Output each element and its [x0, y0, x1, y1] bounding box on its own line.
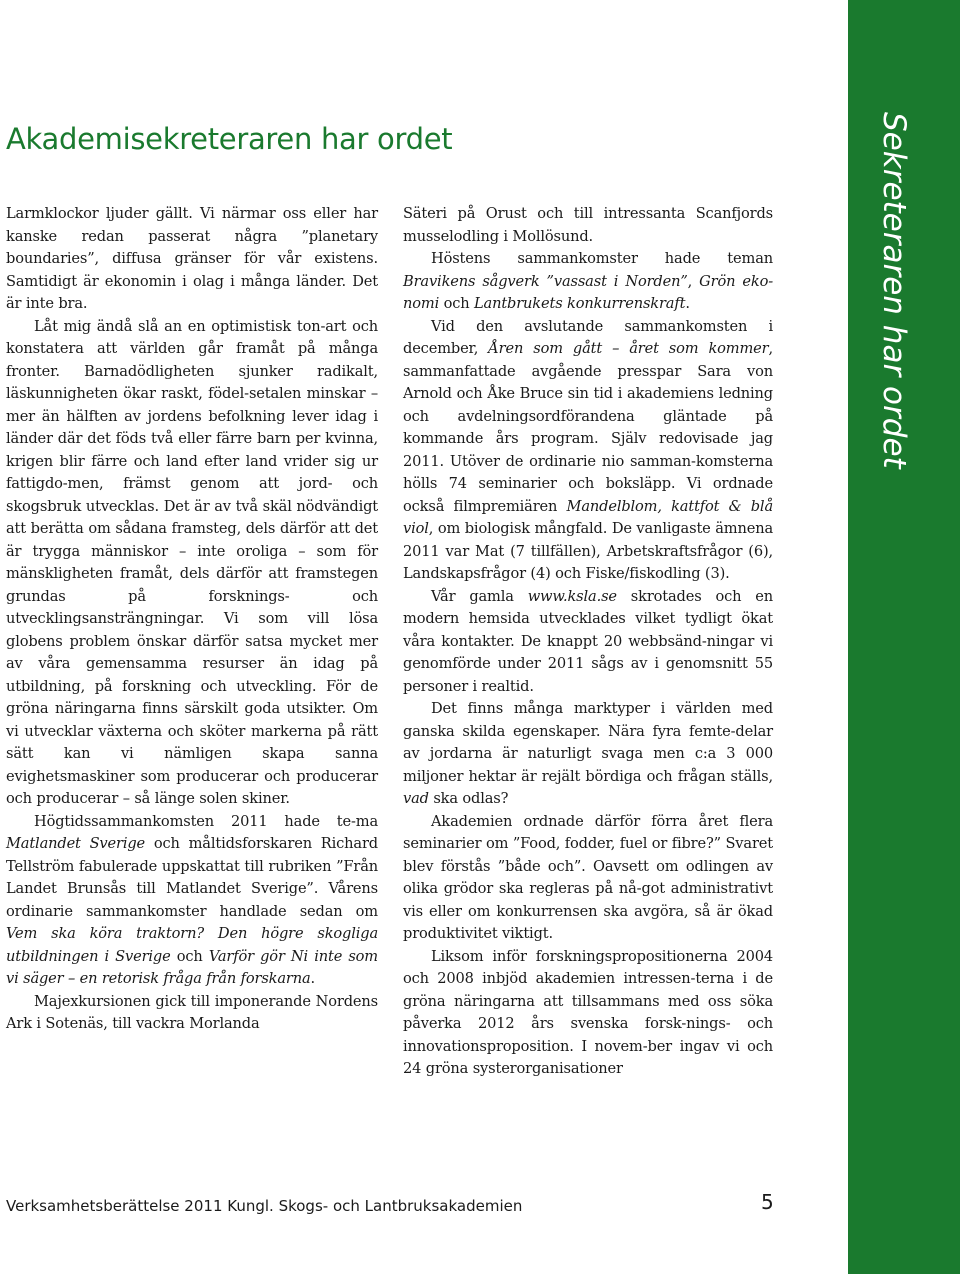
paragraph	[403, 316, 773, 586]
paragraph	[403, 586, 773, 699]
text-run: ,	[687, 272, 700, 290]
paragraph: Majexkursionen gick till imponerande Nordens Ark i Sotenäs, till vackra Morlanda	[6, 992, 378, 1032]
italic-title: Matlandet Sverige	[6, 835, 146, 852]
paragraph: Liksom inför forskningspropositionerna 2004 och 2008 inbjöd akademien intressen-terna i de gröna näringarna att tillsammans med oss söka påverka 2012 års svenska forsk-nings- och innovationsproposition. I novem-ber ingav vi och 24 gröna systerorganisationer	[403, 947, 773, 1077]
text-run: Högtidssammankomsten 2011 hade te-ma	[34, 812, 378, 830]
paragraph: Akademien ordnade därför förra året flera seminarier om ”Food, fodder, fuel or fibre?” Svaret blev förstås ”både och”. Oavsett om odlingen av olika grödor ska regleras på nå-got administrativt vis eller om konkurrensen ska avgöra, så är ökad produktivitet viktigt.	[403, 812, 773, 942]
paragraph: Larmklockor ljuder gällt. Vi närmar oss eller har kanske redan passerat några ”planetary boundaries”, diffusa gränser för vår existens. Samtidigt är ekonomin i olag i många länder. Det är inte bra.	[6, 205, 378, 312]
italic-title: Vem ska köra traktorn? Den högre skogliga utbildningen i Sverige	[6, 925, 378, 965]
text-run: Vid den avslutande sammankomsten i december,	[403, 317, 773, 357]
paragraph	[403, 698, 773, 811]
text-run: och måltidsforskaren Richard Tellström fabulerade uppskattat till rubriken ”Från Landet Brunsås till Matlandet Sverige”. Vårens ordinarie sammankomster handlade sedan om	[6, 835, 378, 920]
page-number: 5	[761, 1190, 774, 1214]
italic-title: Mandelblom, kattfot & blå viol	[403, 497, 773, 537]
text-run: Det finns många marktyper i världen med ganska skilda egenskaper. Nära fyra femte-delar av jordarna är naturligt svaga men c:a 3 000 miljoner hektar är rejält bördiga och frågan ställs,	[403, 700, 773, 785]
paragraph	[403, 248, 773, 316]
paragraph: Säteri på Orust och till intressanta Scanfjords musselodling i Mollösund.	[403, 205, 773, 245]
italic-title: Varför gör Ni inte som vi säger – en retorisk fråga från forskarna	[6, 947, 378, 987]
italic-title: Bravikens sågverk ”vassast i Norden”	[403, 272, 688, 290]
text-run: och	[439, 295, 474, 312]
paragraph: Låt mig ändå slå an en optimistisk ton-art och konstatera att världen går framåt på många fronter. Barnadödligheten sjunker radikalt, läskunnigheten ökar raskt, födel-setalen minskar – mer än hälften av jordens befolkning lever idag i länder där det föds två eller färre barn per kvinna, krigen blir färre och land efter land vrider sig ur fattigdo-men, främst genom att jord- och skogsbruk utvecklas. Det är av två skäl nödvändigt att berätta om sådana framsteg, dels därför att det är trygga människor – inte oroliga – som för mänskligheten framåt, dels därför att framstegen grundas på forsknings- och utvecklingsansträngningar. Vi som vill lösa globens problem önskar därför satsa mycket mer av våra gemensamma resurser än idag på utbildning, på forskning och utveckling. För de gröna näringarna finns särskilt goda utsikter. Om vi utvecklar växterna och sköter markerna på rätt sätt kan vi nämligen skapa sanna evighetsmaskiner som producerar och producerar och producerar – så länge solen skiner.	[6, 317, 378, 807]
italic-title: Grön eko-nomi	[403, 272, 774, 312]
text-run: ska odlas?	[428, 790, 509, 807]
left-column	[6, 203, 378, 1036]
footer-text: Verksamhetsberättelse 2011 Kungl. Skogs- och Lantbruksakademien	[6, 1197, 523, 1215]
text-run: och	[170, 947, 209, 965]
text-run: , om biologisk mångfald. De vanligaste ämnena 2011 var Mat (7 tillfällen), Arbetskraftsfrågor (6), Landskapsfrågor (4) och Fiske/fiskodling (3).	[403, 520, 773, 582]
italic-title: Lantbrukets konkurrenskraft	[473, 295, 686, 312]
text-run: , sammanfattade avgående presspar Sara von Arnold och Åke Bruce sin tid i akademiens ledning och avdelningsordförandena gläntade på kommande års program. Själv redovisade jag 2011. Utöver de ordinarie nio samman-komsterna hölls 74 seminarier och boksläpp. Vi ordnade också filmpremiären	[403, 340, 773, 515]
website-link: www.ksla.se	[527, 587, 617, 605]
text-run: .	[310, 970, 316, 987]
text-run: Vår gamla	[431, 587, 528, 605]
paragraph	[6, 811, 378, 991]
right-column	[403, 203, 773, 1081]
italic-title: Åren som gått – året som kommer	[488, 340, 769, 357]
page-title: Akademisekreteraren har ordet	[6, 122, 453, 156]
text-run: skrotades och en modern hemsida utvecklades vilket tydligt ökat våra kontakter. De knappt 20 webbsänd-ningar vi genomförde under 2011 sågs av i genomsnitt 55 personer i realtid.	[403, 587, 773, 695]
text-run: .	[685, 295, 690, 312]
text-run: Höstens sammankomster hade teman	[431, 250, 773, 267]
side-label: Sekreteraren har ordet	[876, 112, 912, 469]
italic-word: vad	[403, 790, 429, 807]
